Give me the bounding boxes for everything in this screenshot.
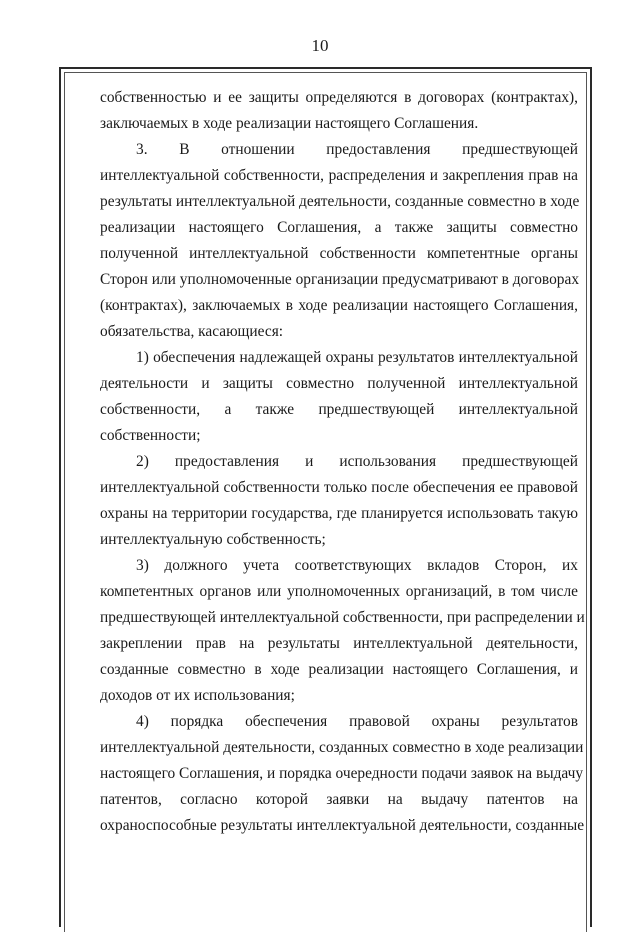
text-line: компетентных органов или уполномоченных организаций, в том числе [100, 583, 578, 600]
text-line: результаты интеллектуальной деятельности, созданные совместно в ходе [100, 193, 580, 210]
text-line: полученной интеллектуальной собственности компетентные органы [100, 245, 578, 262]
text-line: интеллектуальной собственности, распределения и закрепления прав на [100, 167, 578, 184]
text-line: Сторон или уполномоченные организации предусматривают в договорах [100, 271, 580, 288]
text-line: реализации настоящего Соглашения, а также защиты совместно [100, 219, 578, 236]
text-line: патентов, согласно которой заявки на выдачу патентов на [100, 791, 578, 808]
text-line: предшествующей интеллектуальной собственности, при распределении и [100, 609, 585, 626]
text-line: 1) обеспечения надлежащей охраны результатов интеллектуальной [136, 349, 578, 366]
text-line: доходов от их использования; [100, 687, 295, 704]
text-line: закреплении прав на результаты интеллектуальной деятельности, [100, 635, 578, 652]
text-line: охраны на территории государства, где планируется использовать такую [100, 505, 578, 522]
text-line: охраноспособные результаты интеллектуальной деятельности, созданные [100, 817, 585, 834]
text-line: интеллектуальной собственности только после обеспечения ее правовой [100, 479, 578, 496]
text-line: 3. В отношении предоставления предшествующей [136, 141, 578, 158]
document-body [100, 85, 585, 839]
text-line: собственностью и ее защиты определяются в договорах (контрактах), [100, 89, 578, 106]
text-line: заключаемых в ходе реализации настоящего Соглашения. [100, 115, 479, 132]
text-line: деятельности и защиты совместно полученной интеллектуальной [100, 375, 578, 392]
text-line: 2) предоставления и использования предшествующей [136, 453, 578, 470]
text-line: интеллектуальную собственность; [100, 531, 326, 548]
text-line: интеллектуальной деятельности, созданных совместно в ходе реализации [100, 739, 584, 756]
text-line: 4) порядка обеспечения правовой охраны результатов [136, 713, 578, 730]
text-line: собственности, а также предшествующей интеллектуальной [100, 401, 578, 418]
text-line: (контрактах), заключаемых в ходе реализации настоящего Соглашения, [100, 297, 578, 314]
text-line: 3) должного учета соответствующих вкладов Сторон, их [136, 557, 578, 574]
text-line: созданные совместно в ходе реализации настоящего Соглашения, и [100, 661, 578, 678]
text-line: обязательства, касающиеся: [100, 323, 284, 340]
text-line: собственности; [100, 427, 201, 444]
text-line: настоящего Соглашения, и порядка очередности подачи заявок на выдачу [100, 765, 584, 782]
page-number: 10 [311, 36, 329, 55]
